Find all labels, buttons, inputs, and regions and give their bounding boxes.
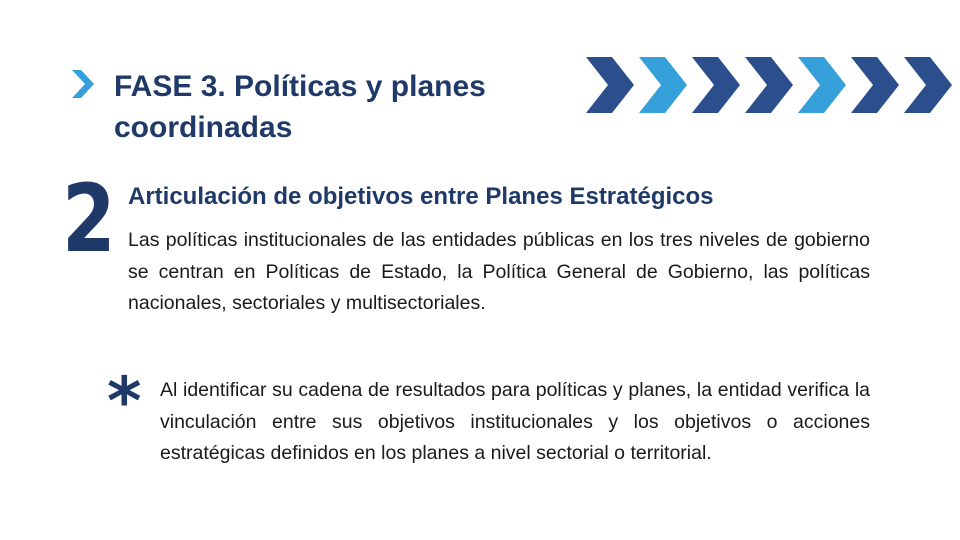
asterisk-icon: * <box>107 363 142 440</box>
chevron-right-icon <box>851 57 899 113</box>
chevron-right-icon <box>798 57 846 113</box>
slide-title <box>114 66 584 148</box>
chevron-right-icon <box>72 70 94 98</box>
paragraph-policies: Las políticas institucionales de las entidades públicas en los tres niveles de gobierno se centran en Políticas de Estado, la Política General de Gobierno, las políticas nacionales, sectoriales y multisectoriales. <box>128 229 870 314</box>
chevron-right-icon <box>639 57 687 113</box>
chevron-right-icon <box>904 57 952 113</box>
chevron-row-decoration <box>586 57 960 113</box>
section-number: 2 <box>62 165 116 274</box>
section-subtitle: Articulación de objetivos entre Planes Estratégicos <box>128 183 714 210</box>
slide-title-line-2: coordinadas <box>114 111 293 144</box>
slide-title-line-1: FASE 3. Políticas y planes <box>114 70 486 103</box>
paragraph-note: Al identificar su cadena de resultados para políticas y planes, la entidad verifica la vinculación entre sus objetivos institucionales y los objetivos o acciones estratégicas definidos en los planes a nivel sectorial o territorial. <box>160 379 870 464</box>
chevron-right-icon <box>745 57 793 113</box>
chevron-right-icon <box>586 57 634 113</box>
chevron-right-icon <box>692 57 740 113</box>
